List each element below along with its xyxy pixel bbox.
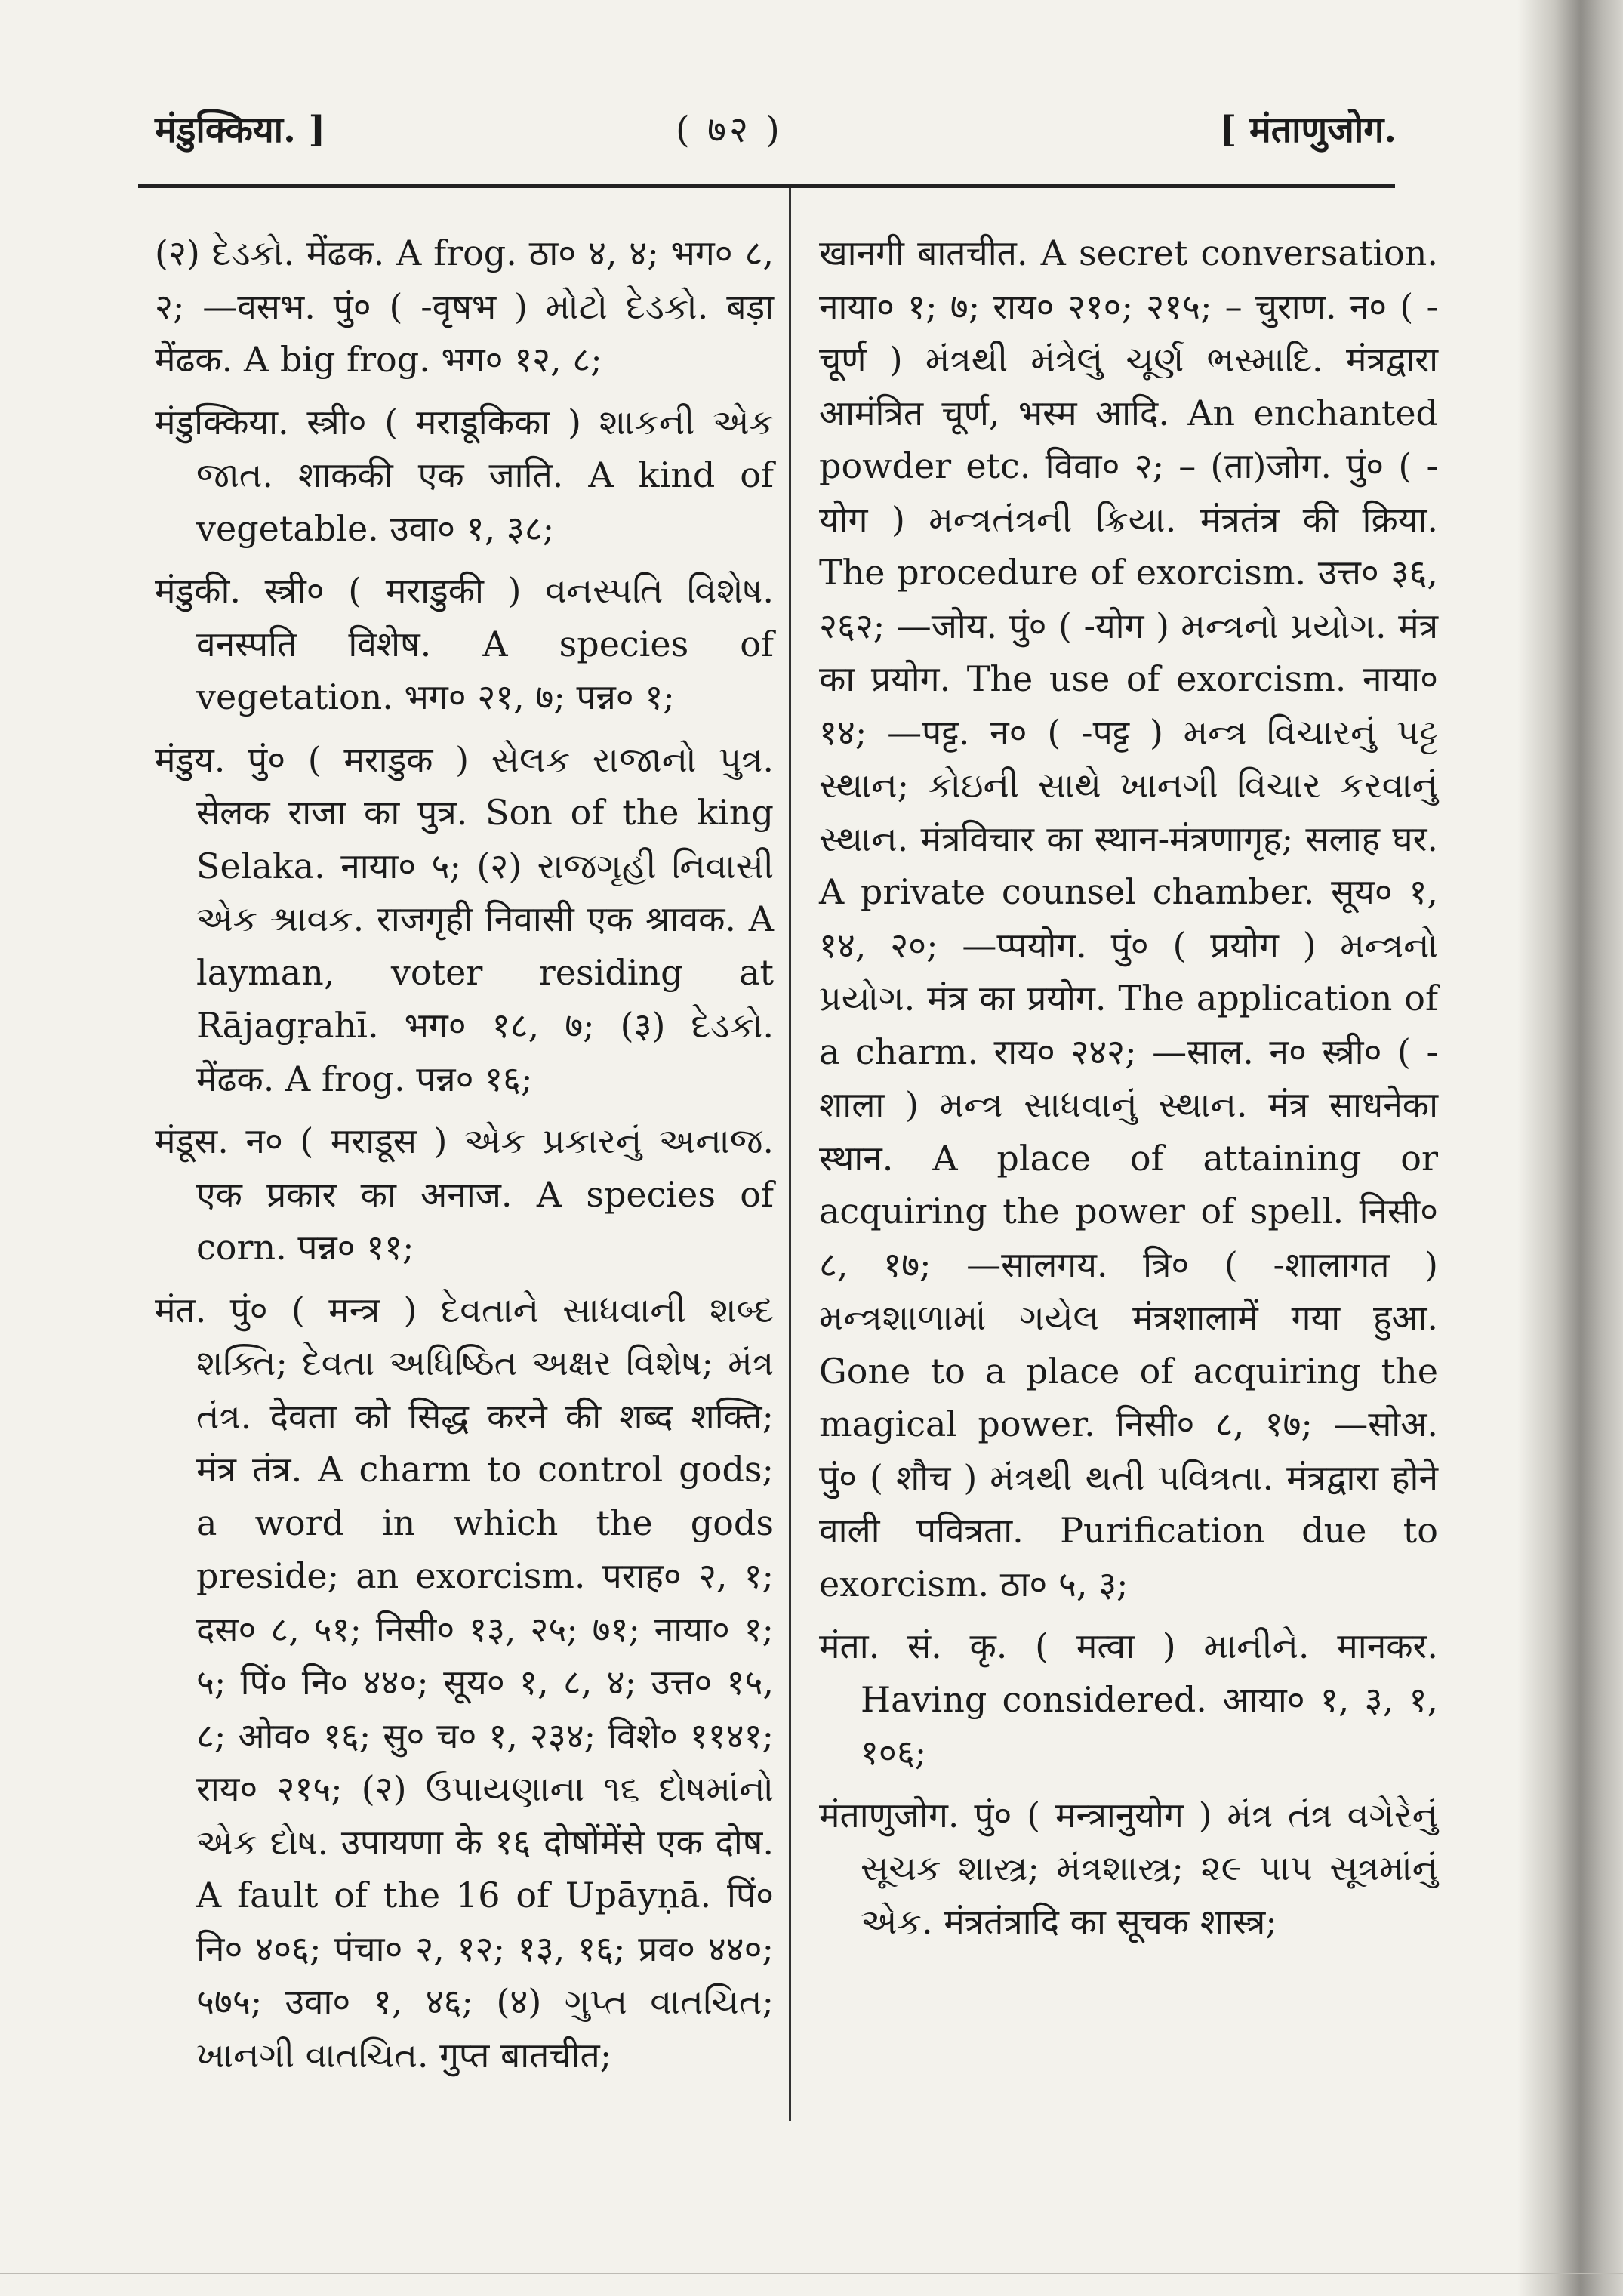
- header-left-guide-word: मंडुक्किया. ]: [155, 109, 326, 151]
- page-bottom-edge: [0, 2273, 1623, 2274]
- page-number: ( ७२ ): [676, 109, 783, 151]
- header-right-guide-word: [ मंताणुजोग.: [1219, 109, 1397, 151]
- dictionary-entry: मंडुक्किया. स्त्री० ( मराडूकिका ) શાકની એક જાત. शाककी एक जाति. A kind of vegetable. उवा० १, ३८;: [155, 401, 774, 549]
- dictionary-entry: मंता. सं. कृ. ( मत्वा ) માનીને. मानकर. Having considered. आया० १, ३, १, १०६;: [819, 1626, 1438, 1773]
- column-divider: [789, 188, 791, 2121]
- dictionary-entry: मंडुकी. स्त्री० ( मराडुकी ) વનસ્પતિ વિશેષ. वनस्पति विशेष. A species of vegetation. भग० २१, ७; पन्न० १;: [155, 570, 774, 717]
- dictionary-entry: मंताणुजोग. पुं० ( मन्त्रानुयोग ) મંત્ર તંત્ર વગેરેનું સૂચક શાસ્ત્ર; મંત્રશાસ્ત્ર; ૨૯ પાપ સૂત્રમાંનું એક. मंत्रतंत्रादि का सूचक शास्त्र;: [819, 1794, 1438, 1942]
- scan-edge-shadow: [1517, 0, 1623, 2296]
- dictionary-entry: मंडुय. पुं० ( मराडुक ) સેલક રાજાનો પુત્ર. सेलक राजा का पुत्र. Son of the king Selaka. नाया० ५; (२) રાજગૃહી નિવાસી એક શ્રાવક. राजगृही निवासी एक श्रावक. A layman, voter residing at Rājagṛahī. भग० १८, ७; (३) દેડકો. मेंढक. A frog. पन्न० १६;: [155, 738, 774, 1099]
- header-rule: [138, 184, 1395, 188]
- dictionary-entry: मंडूस. न० ( मराडूस ) એક પ્રકારનું અનાજ. एक प्रकार का अनाज. A species of corn. पन्न० ११;: [155, 1120, 774, 1268]
- dictionary-entry: खानगी बातचीत. A secret conversation. नाया० १; ७; राय० २१०; २१५; – चुराण. न० ( -चूर्ण ) મંત્રથી મંત્રેલું ચૂર્ણ ભસ્માદિ. मंत्रद्वारा आमंत्रित चूर्ण, भस्म आदि. An enchanted powder etc. विवा० २; – (ता)जोग. पुं० ( -योग ) મન્ત્રતંત્રની ક્રિયા. मंत्रतंत्र की क्रिया. The procedure of exorcism. उत्त० ३६, २६२; —जोय. पुं० ( -योग ) મન્ત્રનો પ્રયોગ. मंत्र का प्रयोग. The use of exorcism. नाया० १४; —पट्ट. न० ( -पट्ट ) મન્ત્ર વિચારનું પટ્ટ સ્થાન; કોઇની સાથે ખાનગી વિચાર કરવાનું સ્થાન. मंत्रविचार का स्थान-मंत्रणागृह; सलाह घर. A private counsel chamber. सूय० १, १४, २०; —प्पयोग. पुं० ( प्रयोग ) મન્ત્રનો પ્રયોગ. मंत्र का प्रयोग. The application of a charm. राय० २४२; —साल. न० स्त्री० ( -शाला ) મન્ત્ર સાધવાનું સ્થાન. मंत्र साधनेका स्थान. A place of attaining or acquiring the power of spell. निसी० ८, १७; —सालगय. त्रि० ( -शालागत ) મન્ત્રશાળામાં ગયેલ मंत्रशालामें गया हुआ. Gone to a place of acquiring the magical power. निसी० ८, १७; —सोअ. पुं० ( शौच ) મંત્રથી થતી પવિત્રતા. मंत्रद्वारा होने वाली पवित्रता. Purification due to exorcism. ठा० ५, ३;: [819, 233, 1438, 1604]
- left-column: [155, 227, 774, 2082]
- dictionary-entry: (२) દેડકો. मेंढक. A frog. ठा० ४, ४; भग० ८, २; —वसभ. पुं० ( -वृषभ ) મોટો દેડકો. बड़ा मेंढक. A big frog. भग० १२, ८;: [155, 233, 774, 380]
- right-column: [819, 227, 1438, 1948]
- dictionary-entry: मंत. पुं० ( मन्त्र ) દેવતાને સાધવાની શબ્દ શક્તિ; દેવતા અધિષ્ઠિત અક્ષર વિશેષ; મંત્ર તંત્ર. देवता को सिद्ध करने की शब्द शक्ति; मंत्र तंत्र. A charm to control gods; a word in which the gods preside; an exorcism. पराह० २, १; दस० ८, ५१; निसी० १३, २५; ७१; नाया० १; ५; पिं० नि० ४४०; सूय० १, ८, ४; उत्त० १५, ८; ओव० १६; सु० च० १, २३४; विशे० ११४१; राय० २१५; (२) ઉપાયણાના ૧૬ દોષમાંનો એક દોષ. उपायणा के १६ दोषोंमेंसे एक दोष. A fault of the 16 of Upāyṇā. पिं० नि० ४०६; पंचा० २, १२; १३, १६; प्रव० ४४०; ५७५; उवा० १, ४६; (४) ગુપ્ત વાતચિત; ખાનગી વાતચિત. गुप्त बातचीत;: [155, 1289, 774, 2076]
